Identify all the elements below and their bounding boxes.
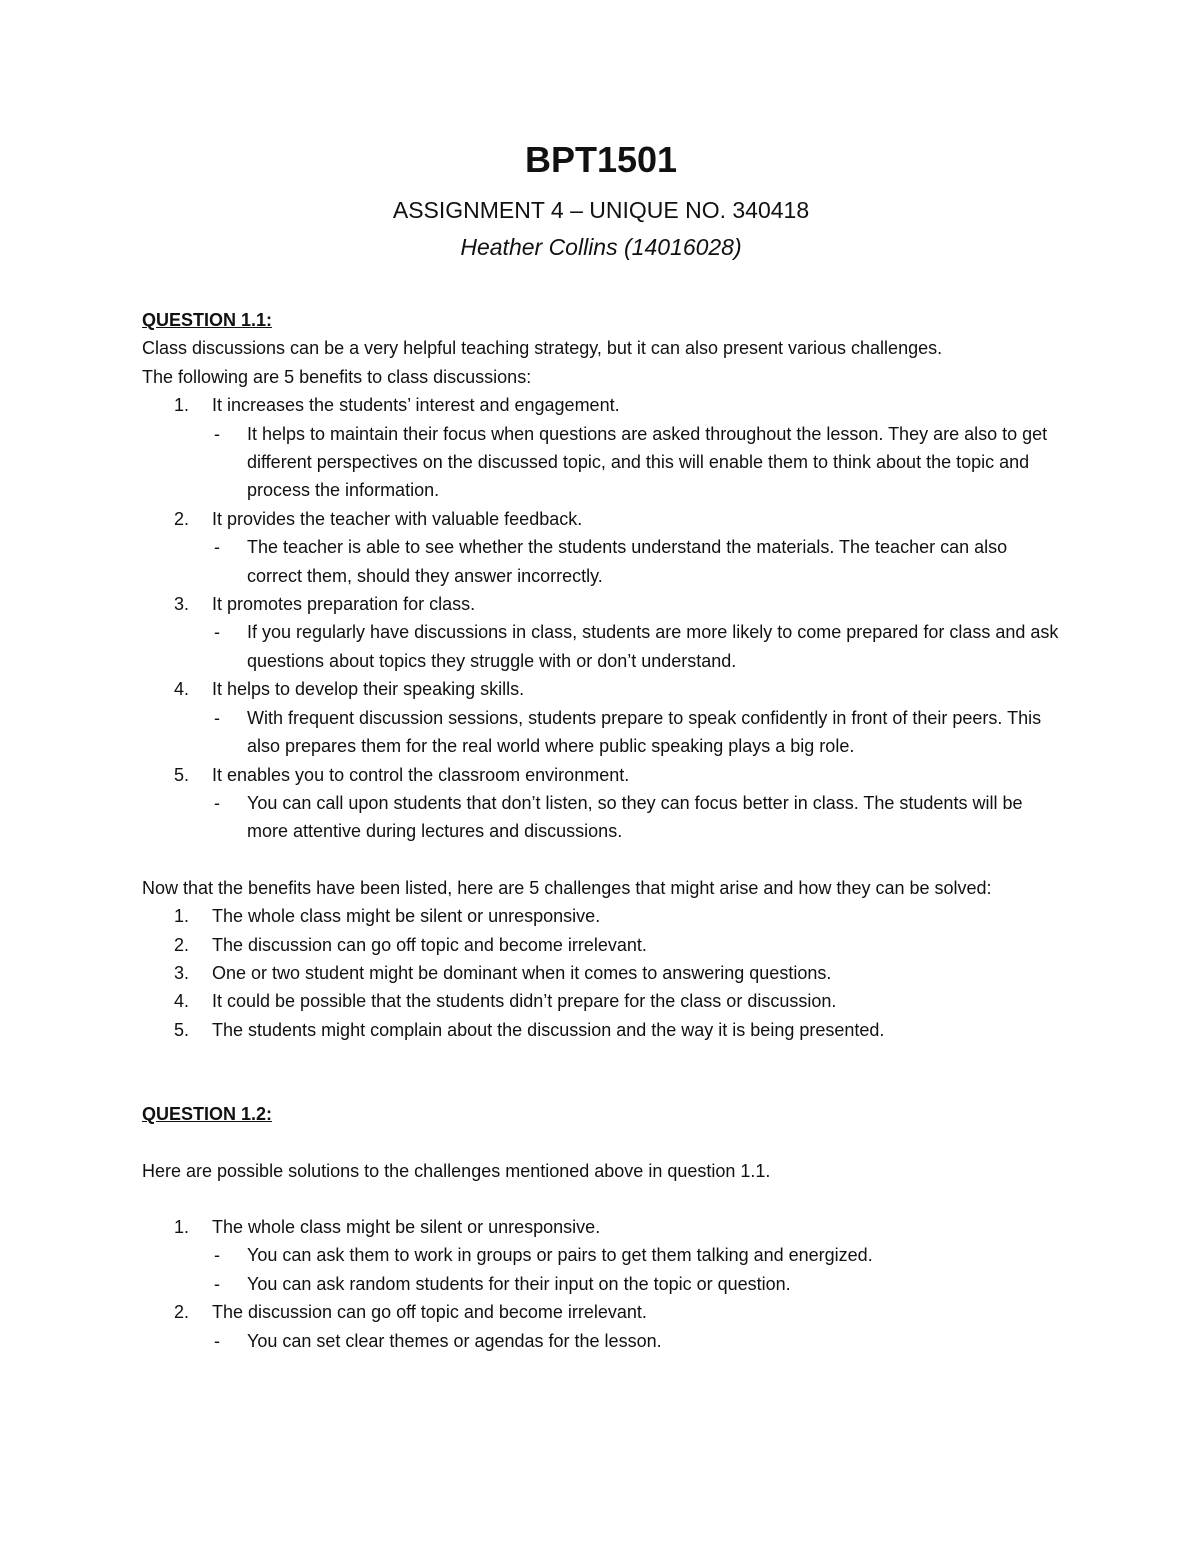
list-number: 5. <box>174 764 190 785</box>
q12-intro: Here are possible solutions to the challenges mentioned above in question 1.1. <box>142 1160 771 1181</box>
solution-item <box>142 1298 1060 1355</box>
dash-bullet: - <box>214 1330 220 1351</box>
challenge-item <box>142 902 1060 930</box>
challenge-text: The whole class might be silent or unresponsive. <box>212 906 601 927</box>
solution-detail <box>212 1327 1060 1355</box>
benefit-detail <box>212 420 1060 505</box>
benefit-detail <box>212 789 1060 846</box>
course-code-title: BPT1501 <box>524 139 678 180</box>
detail-text: It helps to maintain their focus when questions are asked throughout the lesson. They are also to get different perspectives on the discussed topic, and this will enable them to think about the topic and process the information. <box>247 423 1048 501</box>
solution-text: The discussion can go off topic and become irrelevant. <box>212 1302 647 1323</box>
challenge-item <box>142 931 1060 959</box>
challenge-text: It could be possible that the students didn’t prepare for the class or discussion. <box>212 991 837 1012</box>
challenge-text: One or two student might be dominant when it comes to answering questions. <box>212 962 832 983</box>
benefit-text: It enables you to control the classroom environment. <box>212 764 630 785</box>
benefit-item <box>142 675 1060 760</box>
benefit-text: It helps to develop their speaking skills. <box>212 679 525 700</box>
benefit-text: It increases the students’ interest and engagement. <box>212 395 620 416</box>
author-line: Heather Collins (14016028) <box>460 234 742 260</box>
benefit-detail <box>212 704 1060 761</box>
list-number: 4. <box>174 991 190 1012</box>
detail-text: You can call upon students that don’t listen, so they can focus better in class. The students will be more attentive during lectures and discussions. <box>247 792 1023 842</box>
list-number: 1. <box>174 395 190 416</box>
challenge-item <box>142 1016 1060 1044</box>
challenge-item <box>142 959 1060 987</box>
dash-bullet: - <box>214 792 220 813</box>
benefit-item <box>142 505 1060 590</box>
detail-text: With frequent discussion sessions, students prepare to speak confidently in front of their peers. This also prepares them for the real world where public speaking plays a big role. <box>247 707 1042 757</box>
detail-text: The teacher is able to see whether the students understand the materials. The teacher can also correct them, should they answer incorrectly. <box>247 537 1008 586</box>
solution-text: The whole class might be silent or unresponsive. <box>212 1216 601 1237</box>
benefits-list <box>142 391 1060 846</box>
solutions-list <box>142 1213 1060 1355</box>
dash-bullet: - <box>214 707 220 728</box>
benefit-detail <box>212 533 1060 590</box>
list-number: 3. <box>174 962 190 983</box>
list-number: 4. <box>174 679 190 700</box>
challenges-list <box>142 902 1060 1044</box>
question-1-1-heading: QUESTION 1.1: <box>142 310 273 330</box>
dash-bullet: - <box>214 423 220 444</box>
benefit-details <box>212 618 1060 675</box>
dash-bullet: - <box>214 622 220 643</box>
benefit-details <box>212 704 1060 761</box>
challenge-item <box>142 987 1060 1015</box>
challenges-intro: Now that the benefits have been listed, here are 5 challenges that might arise and how they can be solved: <box>142 877 992 898</box>
question-1-2-heading: QUESTION 1.2: <box>142 1104 273 1125</box>
benefit-detail <box>212 618 1060 675</box>
question-1-1-section <box>142 306 1060 1044</box>
q11-intro-1: Class discussions can be a very helpful teaching strategy, but it can also present various challenges. <box>142 338 943 359</box>
list-number: 2. <box>174 508 190 529</box>
question-1-2-section <box>142 1100 1060 1355</box>
solution-detail <box>212 1270 1060 1298</box>
solution-item <box>142 1213 1060 1298</box>
detail-text: You can ask them to work in groups or pairs to get them talking and energized. <box>247 1245 873 1266</box>
benefit-item <box>142 391 1060 505</box>
detail-text: You can set clear themes or agendas for the lesson. <box>247 1330 662 1351</box>
list-number: 3. <box>174 594 190 615</box>
benefit-details <box>212 533 1060 590</box>
detail-text: You can ask random students for their input on the topic or question. <box>247 1273 791 1294</box>
benefit-details <box>212 789 1060 846</box>
q11-intro-2: The following are 5 benefits to class discussions: <box>142 366 532 387</box>
list-number: 2. <box>174 1302 190 1323</box>
solution-detail <box>212 1241 1060 1269</box>
challenge-text: The discussion can go off topic and become irrelevant. <box>212 934 647 955</box>
solution-details <box>212 1241 1060 1298</box>
benefit-item <box>142 590 1060 675</box>
benefit-text: It promotes preparation for class. <box>212 594 476 615</box>
list-number: 2. <box>174 934 190 955</box>
benefit-text: It provides the teacher with valuable feedback. <box>212 508 583 529</box>
dash-bullet: - <box>214 1245 220 1266</box>
list-number: 1. <box>174 1216 190 1237</box>
benefit-details <box>212 420 1060 505</box>
benefit-item <box>142 761 1060 846</box>
list-number: 5. <box>174 1019 190 1040</box>
dash-bullet: - <box>214 1273 220 1294</box>
detail-text: If you regularly have discussions in class, students are more likely to come prepared for class and ask questions about topics they struggle with or don’t understand. <box>247 622 1059 671</box>
solution-details <box>212 1327 1060 1355</box>
challenge-text: The students might complain about the discussion and the way it is being presented. <box>212 1019 885 1040</box>
assignment-subtitle: ASSIGNMENT 4 – UNIQUE NO. 340418 <box>392 197 810 223</box>
dash-bullet: - <box>214 537 220 558</box>
list-number: 1. <box>174 906 190 927</box>
